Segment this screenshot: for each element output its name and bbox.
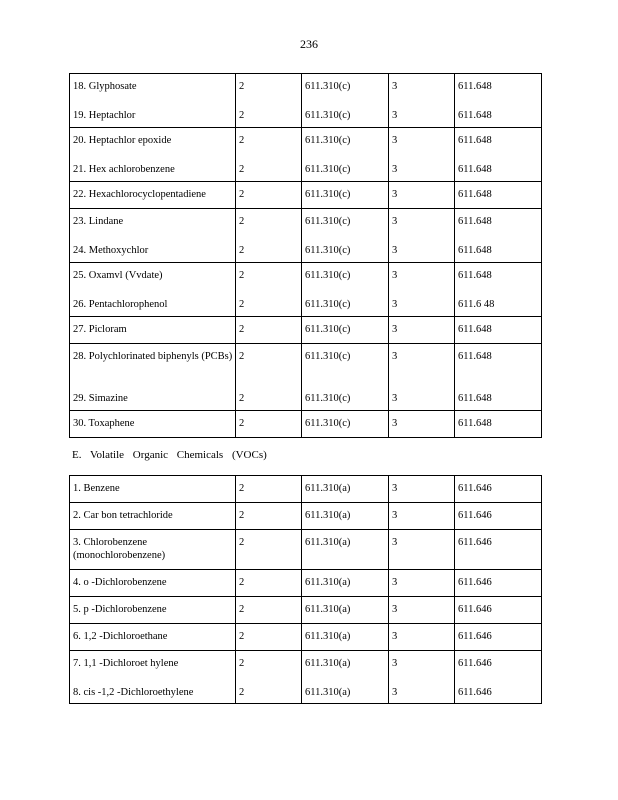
chemical-name: 4. o -Dichlorobenzene (70, 570, 236, 597)
chemical-name: 23. Lindane (70, 209, 236, 236)
chemical-name: 1. Benzene (70, 476, 236, 503)
col-4-value: 3 (389, 411, 455, 438)
col-3-value: 611.310(c) (302, 155, 389, 182)
col-5-value: 611.648 (455, 155, 542, 182)
col-3-value: 611.310(c) (302, 209, 389, 236)
col-4-value: 3 (389, 570, 455, 597)
chemical-name: 18. Glyphosate (70, 74, 236, 101)
col-5-value: 611.648 (455, 317, 542, 344)
col-2-value: 2 (236, 597, 302, 624)
chemical-name: 2. Car bon tetrachloride (70, 503, 236, 530)
chemical-name: 22. Hexachlorocyclopentadiene (70, 182, 236, 209)
organic-chemicals-table (69, 73, 542, 438)
table-row (70, 411, 542, 438)
col-2-value: 2 (236, 209, 302, 236)
chemical-name: 5. p -Dichlorobenzene (70, 597, 236, 624)
col-5-value: 611.648 (455, 128, 542, 155)
table-row (70, 530, 542, 570)
col-4-value: 3 (389, 317, 455, 344)
col-3-value: 611.310(a) (302, 651, 389, 678)
chemical-name: 20. Heptachlor epoxide (70, 128, 236, 155)
col-5-value: 611.648 (455, 182, 542, 209)
table-row (70, 182, 542, 209)
col-3-value: 611.310(c) (302, 384, 389, 411)
col-5-value: 611.648 (455, 236, 542, 263)
col-2-value: 2 (236, 344, 302, 384)
col-4-value: 3 (389, 624, 455, 651)
col-4-value: 3 (389, 128, 455, 155)
col-2-value: 2 (236, 182, 302, 209)
page-number: 236 (300, 37, 318, 51)
col-2-value: 2 (236, 101, 302, 128)
col-5-value: 611.648 (455, 384, 542, 411)
col-4-value: 3 (389, 290, 455, 317)
col-5-value: 611.646 (455, 624, 542, 651)
col-5-value: 611.648 (455, 344, 542, 384)
col-3-value: 611.310(a) (302, 476, 389, 503)
col-3-value: 611.310(c) (302, 263, 389, 290)
col-4-value: 3 (389, 155, 455, 182)
col-2-value: 2 (236, 128, 302, 155)
table-row (70, 384, 542, 411)
col-2-value: 2 (236, 503, 302, 530)
col-3-value: 611.310(a) (302, 503, 389, 530)
chemical-name: 24. Methoxychlor (70, 236, 236, 263)
col-4-value: 3 (389, 530, 455, 570)
col-3-value: 611.310(c) (302, 317, 389, 344)
col-4-value: 3 (389, 101, 455, 128)
col-4-value: 3 (389, 344, 455, 384)
table-row (70, 317, 542, 344)
chemical-name: 6. 1,2 -Dichloroethane (70, 624, 236, 651)
section-e-heading: E. Volatile Organic Chemicals (VOCs) (72, 449, 267, 461)
table-row (70, 570, 542, 597)
col-4-value: 3 (389, 597, 455, 624)
col-4-value: 3 (389, 678, 455, 704)
chemical-name: 27. Picloram (70, 317, 236, 344)
col-2-value: 2 (236, 236, 302, 263)
col-5-value: 611.648 (455, 263, 542, 290)
col-2-value: 2 (236, 624, 302, 651)
col-4-value: 3 (389, 503, 455, 530)
col-2-value: 2 (236, 570, 302, 597)
chemical-name: 19. Heptachlor (70, 101, 236, 128)
col-3-value: 611.310(c) (302, 411, 389, 438)
col-5-value: 611.646 (455, 503, 542, 530)
col-2-value: 2 (236, 530, 302, 570)
chemical-name: 29. Simazine (70, 384, 236, 411)
col-2-value: 2 (236, 651, 302, 678)
col-5-value: 611.646 (455, 651, 542, 678)
table-row (70, 263, 542, 290)
col-2-value: 2 (236, 411, 302, 438)
col-3-value: 611.310(c) (302, 344, 389, 384)
col-2-value: 2 (236, 476, 302, 503)
col-3-value: 611.310(c) (302, 101, 389, 128)
chemical-name: 7. 1,1 -Dichloroet hylene (70, 651, 236, 678)
col-2-value: 2 (236, 384, 302, 411)
col-4-value: 3 (389, 74, 455, 101)
col-5-value: 611.646 (455, 530, 542, 570)
col-2-value: 2 (236, 317, 302, 344)
col-3-value: 611.310(a) (302, 570, 389, 597)
table-row (70, 209, 542, 236)
col-5-value: 611.646 (455, 476, 542, 503)
col-4-value: 3 (389, 182, 455, 209)
col-5-value: 611.646 (455, 678, 542, 704)
col-5-value: 611.648 (455, 411, 542, 438)
chemical-name: 25. Oxamvl (Vvdate) (70, 263, 236, 290)
col-2-value: 2 (236, 263, 302, 290)
col-5-value: 611.648 (455, 74, 542, 101)
col-4-value: 3 (389, 236, 455, 263)
chemical-name: 21. Hex achlorobenzene (70, 155, 236, 182)
table-row (70, 503, 542, 530)
chemical-name: 30. Toxaphene (70, 411, 236, 438)
col-5-value: 611.6 48 (455, 290, 542, 317)
col-2-value: 2 (236, 74, 302, 101)
col-3-value: 611.310(c) (302, 182, 389, 209)
chemical-name: 28. Polychlorinated biphenyls (PCBs) (70, 344, 236, 384)
col-3-value: 611.310(a) (302, 597, 389, 624)
col-4-value: 3 (389, 209, 455, 236)
table-row (70, 344, 542, 384)
col-2-value: 2 (236, 290, 302, 317)
table-row (70, 128, 542, 155)
col-4-value: 3 (389, 384, 455, 411)
col-3-value: 611.310(a) (302, 678, 389, 704)
table-row (70, 624, 542, 651)
chemical-name: 3. Chlorobenzene (monochlorobenzene) (70, 530, 236, 570)
col-3-value: 611.310(c) (302, 290, 389, 317)
table-row (70, 597, 542, 624)
table-row (70, 74, 542, 101)
table-row (70, 155, 542, 182)
voc-table (69, 475, 542, 704)
col-2-value: 2 (236, 155, 302, 182)
table-row (70, 236, 542, 263)
col-3-value: 611.310(c) (302, 128, 389, 155)
chemical-name: 8. cis -1,2 -Dichloroethylene (70, 678, 236, 704)
col-4-value: 3 (389, 263, 455, 290)
col-3-value: 611.310(c) (302, 236, 389, 263)
col-5-value: 611.648 (455, 209, 542, 236)
table-row (70, 651, 542, 678)
col-5-value: 611.646 (455, 570, 542, 597)
col-4-value: 3 (389, 476, 455, 503)
table-row (70, 678, 542, 704)
col-3-value: 611.310(a) (302, 624, 389, 651)
table-row (70, 101, 542, 128)
col-3-value: 611.310(c) (302, 74, 389, 101)
table-row (70, 290, 542, 317)
col-3-value: 611.310(a) (302, 530, 389, 570)
table-row (70, 476, 542, 503)
chemical-name: 26. Pentachlorophenol (70, 290, 236, 317)
col-5-value: 611.646 (455, 597, 542, 624)
col-2-value: 2 (236, 678, 302, 704)
col-5-value: 611.648 (455, 101, 542, 128)
col-4-value: 3 (389, 651, 455, 678)
